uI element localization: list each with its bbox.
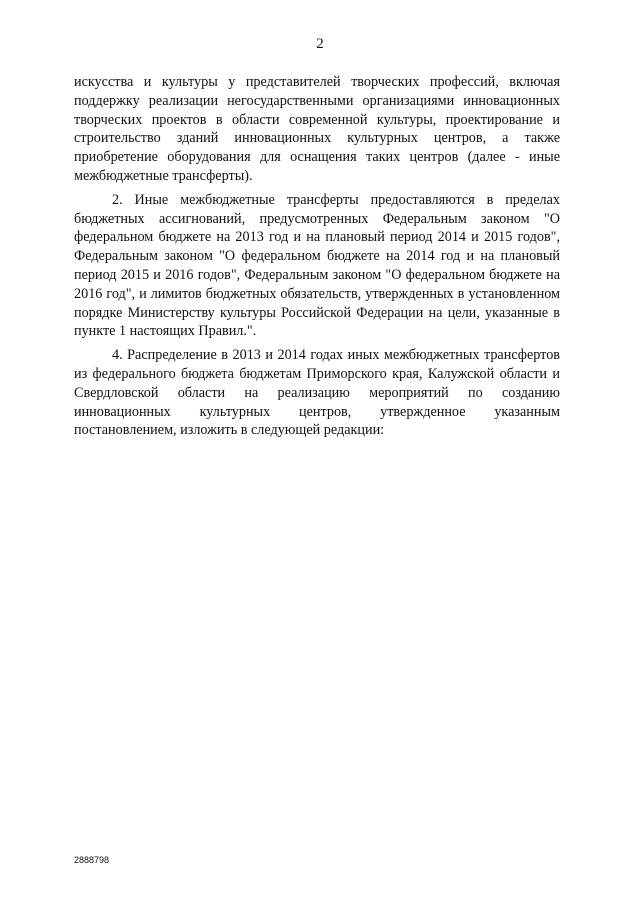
paragraph-item-4: 4. Распределение в 2013 и 2014 годах иных межбюджетных трансфертов из федерального бюджета бюджетам Приморского края, Калужской области и Свердловской области на реализацию мероприятий по созданию инновационных культурных центров, утвержденное указанным постановлением, изложить в следующей редакции:: [74, 347, 560, 439]
paragraph-continuation: искусства и культуры у представителей творческих профессий, включая поддержку реализации негосударственными организациями инновационных творческих проектов в области современной культуры, проектирование и строительство зданий инновационных культурных центров, а также приобретение оборудования для оснащения таких центров (далее - иные межбюджетные трансферты).: [74, 74, 560, 184]
paragraph-item-2: 2. Иные межбюджетные трансферты предоставляются в пределах бюджетных ассигнований, предусмотренных Федеральным законом "О федеральном бюджете на 2013 год и на плановый период 2014 и 2015 годов", Федеральным законом "О федеральном бюджете на 2014 год и на плановый период 2015 и 2016 годов", Федеральным законом "О федеральном бюджете на 2016 год", и лимитов бюджетных обязательств, утвержденных в установленном порядке Министерству культуры Российской Федерации на цели, указанные в пункте 1 настоящих Правил.".: [74, 191, 560, 340]
document-body: [74, 73, 560, 440]
document-id: 2888798: [74, 855, 110, 865]
page-number: 2: [316, 36, 324, 52]
